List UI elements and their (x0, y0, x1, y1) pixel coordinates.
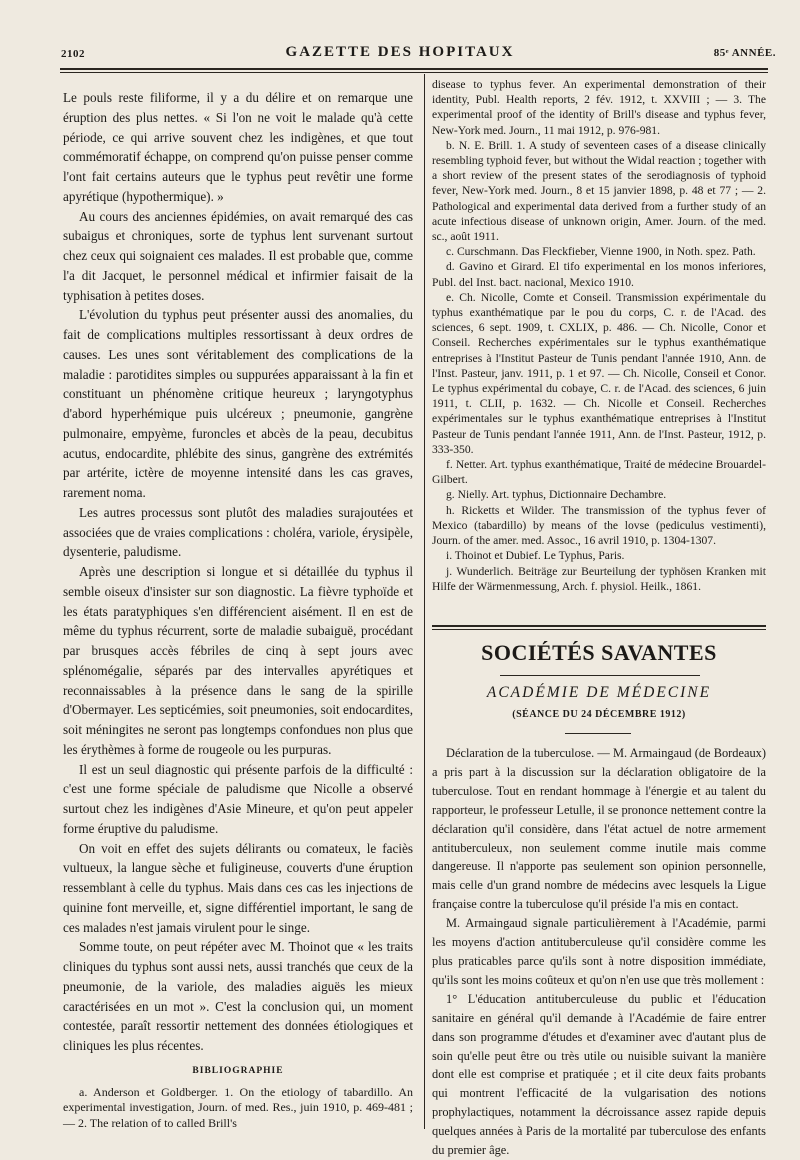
bibliography-entry: a. Anderson et Goldberger. 1. On the etiology of tabardillo. An experimental investigation, Journ. of med. Res., juin 1910, p. 469-481 ; — 2. The relation of to called Brill's (63, 1084, 413, 1130)
academy-title: ACADÉMIE DE MÉDECINE (486, 684, 712, 701)
column-separator (424, 74, 425, 1129)
paragraph: 1° L'éducation antituberculeuse du public et l'éducation sanitaire en général qu'il demande à l'Académie de faire entrer dans son programme d'études et d'examiner avec d'autant plus de soin qu'elle peut être ou très utile ou nuisible suivant la manière dont elle est comprise et pratiquée ; et il cite deux faits probants qui montrent l'efficacité de la vulgarisation des notions prophylactiques, notamment la décroissance assez rapide depuis quelques années à Paris de la mortalité par tuberculose des enfants du premier âge. (432, 991, 766, 1158)
section-title: SOCIÉTÉS SAVANTES (481, 640, 717, 665)
paragraph: Au cours des anciennes épidémies, on avait remarqué des cas subaigus et chroniques, sorte de typhus lent survenant surtout chez ceux qui soignaient ces malades. Il est probable que, comme l'a dit Jacquet, le personnel médical et infirmier faisait de la typhisation à petites doses. (63, 208, 413, 303)
header-rule-top (60, 68, 768, 70)
volume-year: 85ᵉ ANNÉE. (713, 47, 776, 59)
paragraph: On voit en effet des sujets délirants ou comateux, le faciès vultueux, la langue sèche et fuligineuse, couverts d'une éruption ressemblant à celle du typhus. Mais dans ces cas les injections de quinine font merveille, et, signe différentiel important, le sang de ces malades n'est jamais virulent pour le singe. (63, 840, 413, 935)
section-rule (432, 625, 766, 627)
bibliography-entry: d. Gavino et Girard. El tifo experimental en los monos inferiores, Publ. del Inst. bact. nacional, Mexico 1910. (432, 260, 766, 289)
bibliography-entry: c. Curschmann. Das Fleckfieber, Vienne 1900, in Noth. spez. Path. (446, 245, 756, 259)
section-rule (500, 675, 700, 676)
bibliography-entry: e. Ch. Nicolle, Comte et Conseil. Transmission expérimentale du typhus exanthématique par le pou du corps, C. r. de l'Acad. des sciences, 6 sept. 1909, t. CXLIX, p. 486. — Ch. Nicolle, Conor et Conseil. Recherches expérimentales sur le typhus exanthématique entreprises à l'Institut Pasteur de Tunis pendant l'année 1910, Ann. de l'Inst. Pasteur, janv. 1911, p. 1 et 97. — Ch. Nicolle, Conseil et Conor. Le typhus expérimental du cobaye, C. r. de l'Acad. des sciences, 6 juin 1911, t. CLII, p. 1632. — Ch. Nicolle et Conseil. Recherches expérimentales sur le typhus exanthématique entreprises à l'Institut Pasteur de Tunis pendant l'année 1911, Ann. de l'Inst. Pasteur, 1912, p. 333-350. (432, 290, 766, 456)
paragraph: Après une description si longue et si détaillée du typhus il semble oiseux d'insister sur son diagnostic. La fièvre typhoïde et les états paratyphiques s'en différencient aisément. Il en est de même du typhus récurrent, sorte de maladie subaiguë, procédant par brusques accès fébriles de cinq à sept jours avec splénomégalie, séparés par des intervalles apyrétiques et reconnaissables à la présence dans le sang de la spirille d'Obermayer. Les septicémies, soit pneumonies, soit endocardites, soit méningites ne seront pas longtemps confondues non plus que les érythèmes à forme de rougeole ou les purpuras. (63, 564, 413, 757)
journal-title: GAZETTE DES HOPITAUX (285, 44, 515, 60)
bibliography-heading: BIBLIOGRAPHIE (192, 1065, 284, 1076)
paragraph: Le pouls reste filiforme, il y a du délire et on remarque une éruption des plus nettes. « Si l'on ne voit le malade qu'à cette période, ce qui arrive souvent chez les indigènes, et que tout commémoratif échappe, on comprend qu'on puisse penser comme l'ont fait certains auteurs que le typhus peut revêtir une forme apyrétique (hypothermique). » (63, 90, 413, 204)
bibliography-entry: disease to typhus fever. An experimental demonstration of their identity, Publ. Health reports, 2 fév. 1912, t. XXVIII ; — 3. The experimental proof of the identity of Brill's disease and typhus fever, New-York med. Journ., 11 mai 1912, p. 976-981. (432, 78, 766, 137)
paragraph: Les autres processus sont plutôt des maladies surajoutées et associées que de vraies complications : choléra, variole, érysipèle, dysenterie, paludisme. (63, 504, 413, 560)
bibliography-entry: h. Ricketts et Wilder. The transmission of the typhus fever of Mexico (tabardillo) by means of the lovse (pediculus vestimenti), Journ. of the amer. med. Assoc., 16 avril 1910, p. 1304-1307. (432, 503, 766, 548)
paragraph: Somme toute, on peut répéter avec M. Thoinot que « les traits cliniques du typhus sont aussi nets, aussi tranchés que ceux de la pneumonie, de la variole, des maladies aiguës les mieux caractérisées en un mot ». C'est la conclusion qui, un moment contestée, paraît ressortir nettement des données étiologiques et cliniques les plus récentes. (63, 939, 413, 1053)
bibliography-entry: j. Wunderlich. Beiträge zur Beurteilung der typhösen Kranken mit Hilfe der Wärmenmessung, Arch. f. physiol. Heilk., 1861. (432, 564, 766, 593)
page-number: 2102 (61, 48, 85, 60)
header-rule-bottom (60, 72, 768, 73)
right-column-references (432, 77, 766, 594)
divider (565, 733, 631, 734)
section-rule (432, 629, 766, 630)
bibliography-entry: b. N. E. Brill. 1. A study of seventeen cases of a disease clinically resembling typhoid fever, but without the Widal reaction ; together with a short review of the present states of the serodiagnosis of typhoid fever, New-York med. Journ., 8 et 15 janvier 1898, p. 48 et 77 ; — 2. Pathological and experimental data derived from a further study of an acute infectious disease of unknown origin, Amer. Journ. of the med. sc., août 1911. (432, 138, 766, 244)
right-column-article (432, 744, 766, 1160)
left-column (63, 88, 413, 1131)
paragraph: Déclaration de la tuberculose. — M. Armaingaud (de Bordeaux) a pris part à la discussion sur la déclaration obligatoire de la tuberculose. Tout en rendant hommage à l'énergie et au talent du rapporteur, le professeur Letulle, il se prononce nettement contre la déclaration qu'il considère, dans l'état actuel de notre armement antituberculeux, non seulement comme inutile mais comme dangereuse. Il n'apporte pas seulement son opinion personnelle, mais celle d'un grand nombre de médecins avec lesquels la Ligue française contre la tuberculose qu'il préside l'a mis en contact. (432, 746, 766, 912)
bibliography-entry: f. Netter. Art. typhus exanthématique, Traité de médecine Brouardel-Gilbert. (432, 458, 766, 487)
paragraph: L'évolution du typhus peut présenter aussi des anomalies, du fait de complications multiples ressortissant à deux ordres de causes. Les unes sont véritablement des complications de la maladie : parotidites simples ou suppurées apparaissant à la fin et constituant un phénomène critique heureux ; laryngotyphus d'abord hyperhémique puis ulcéreux ; pneumonie, gangrène pulmonaire, empyème, furoncles et abcès de la peau, decubitus acutus, endocardite, phlébite des sinus, gangrène des extrémités par artérite, ictère de moyenne intensité dans les cas graves, rarement noma. (63, 307, 413, 500)
bibliography-entry: i. Thoinot et Dubief. Le Typhus, Paris. (446, 549, 625, 563)
paragraph: M. Armaingaud signale particulièrement à l'Académie, parmi les moyens d'action antituberculeuse qu'il considère comme les plus praticables parce qu'ils sont à notre disposition immédiate, qu'ils sont les moins coûteux et qu'on n'en use que très mollement : (432, 916, 766, 987)
session-date: (SÉANCE DU 24 DÉCEMBRE 1912) (512, 709, 686, 720)
paragraph: Il est un seul diagnostic qui présente parfois de la difficulté : c'est une forme spéciale de paludisme que Nicolle a observé surtout chez les indigènes d'Asie Mineure, et qu'on peut appeler forme éruptive du paludisme. (63, 761, 413, 836)
bibliography-entry: g. Nielly. Art. typhus, Dictionnaire Dechambre. (446, 488, 667, 502)
